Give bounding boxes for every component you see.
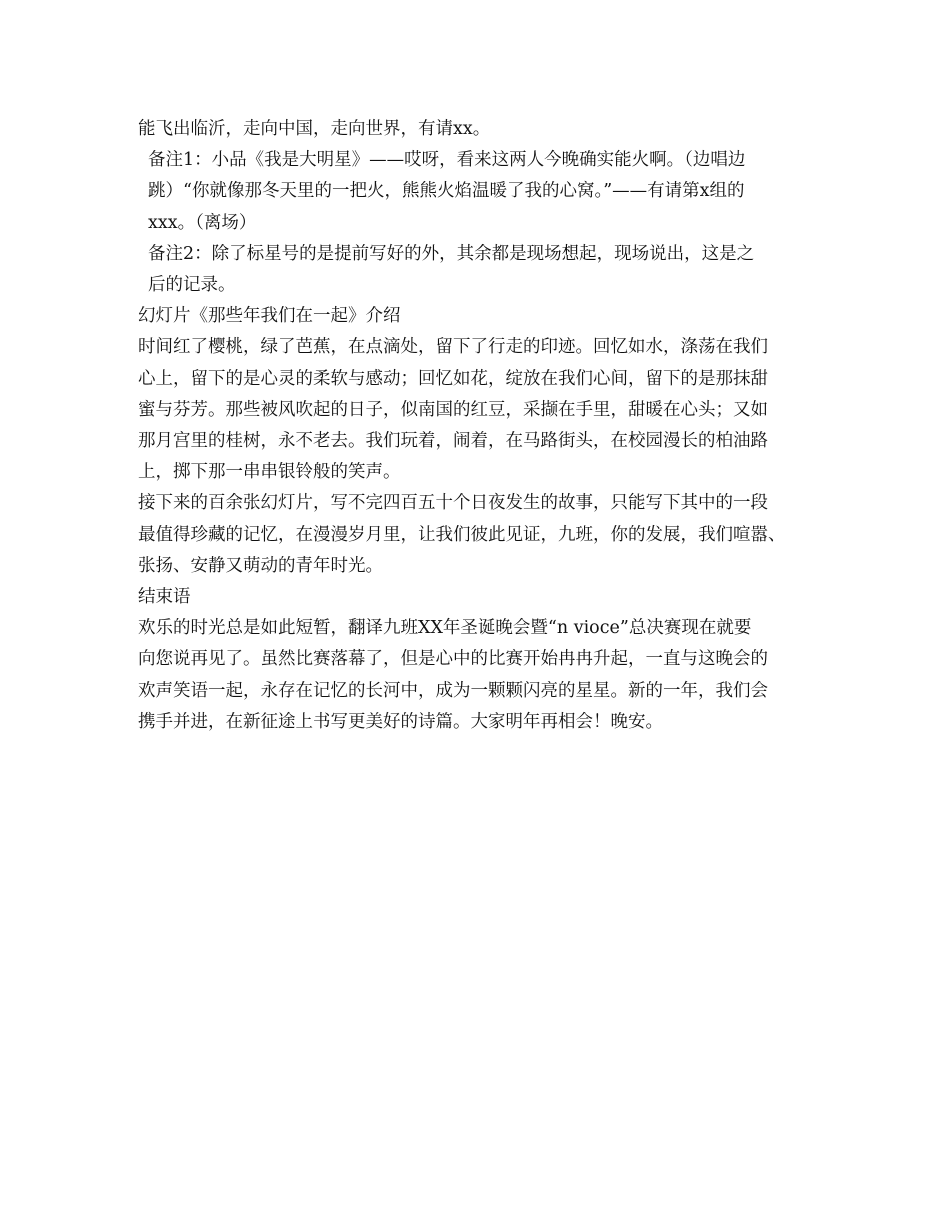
- text-line: 能飞出临沂，走向中国，走向世界，有请xx。: [138, 119, 491, 139]
- text-line: 携手并进，在新征途上书写更美好的诗篇。大家明年再相会！晚安。: [138, 711, 663, 732]
- text-line: 蜜与芬芳。那些被风吹起的日子，似南国的红豆，采撷在手里，甜暖在心头；又如: [138, 399, 768, 420]
- text-line: 上，掷下那一串串银铃般的笑声。: [138, 462, 401, 483]
- text-line: 向您说再见了。虽然比赛落幕了，但是心中的比赛开始冉冉升起，一直与这晚会的: [138, 649, 768, 670]
- paragraph: [138, 114, 820, 145]
- document-body: [138, 114, 820, 738]
- text-line: 欢声笑语一起，永存在记忆的长河中，成为一颗颗闪亮的星星。新的一年，我们会: [138, 680, 768, 701]
- text-line: 结束语: [138, 587, 191, 608]
- text-line: 欢乐的时光总是如此短暂，翻译九班XX年圣诞晚会暨“n vioce”总决赛现在就要: [138, 618, 752, 639]
- text-line: 张扬、安静又萌动的青年时光。: [138, 555, 383, 576]
- text-line: 接下来的百余张幻灯片，写不完四百五十个日夜发生的故事，只能写下其中的一段: [138, 493, 768, 514]
- text-line: 后的记录。: [148, 275, 236, 296]
- text-line: 心上，留下的是心灵的柔软与感动；回忆如花，绽放在我们心间，留下的是那抹甜: [138, 368, 768, 389]
- text-line: 跳）“你就像那冬天里的一把火，熊熊火焰温暖了我的心窝。”——有请第x组的: [148, 181, 745, 202]
- text-line: 最值得珍藏的记忆，在漫漫岁月里，让我们彼此见证，九班，你的发展，我们喧嚣、: [138, 524, 786, 545]
- text-line: 幻灯片《那些年我们在一起》介绍: [138, 306, 401, 327]
- paragraph: [138, 488, 820, 582]
- text-line: xxx。（离场）: [148, 212, 257, 233]
- text-line: 那月宫里的桂树，永不老去。我们玩着，闹着，在马路街头，在校园漫长的柏油路: [138, 431, 768, 452]
- paragraph: [138, 239, 820, 301]
- text-line: 时间红了樱桃，绿了芭蕉，在点滴处，留下了行走的印迹。回忆如水，涤荡在我们: [138, 337, 768, 358]
- section-heading: [138, 301, 820, 332]
- section-heading: [138, 582, 820, 613]
- text-line: 备注2：除了标星号的是提前写好的外，其余都是现场想起，现场说出，这是之: [148, 243, 755, 264]
- paragraph: [138, 145, 820, 239]
- paragraph: [138, 613, 820, 738]
- text-line: 备注1：小品《我是大明星》——哎呀，看来这两人今晚确实能火啊。（边唱边: [148, 150, 746, 171]
- paragraph: [138, 332, 820, 488]
